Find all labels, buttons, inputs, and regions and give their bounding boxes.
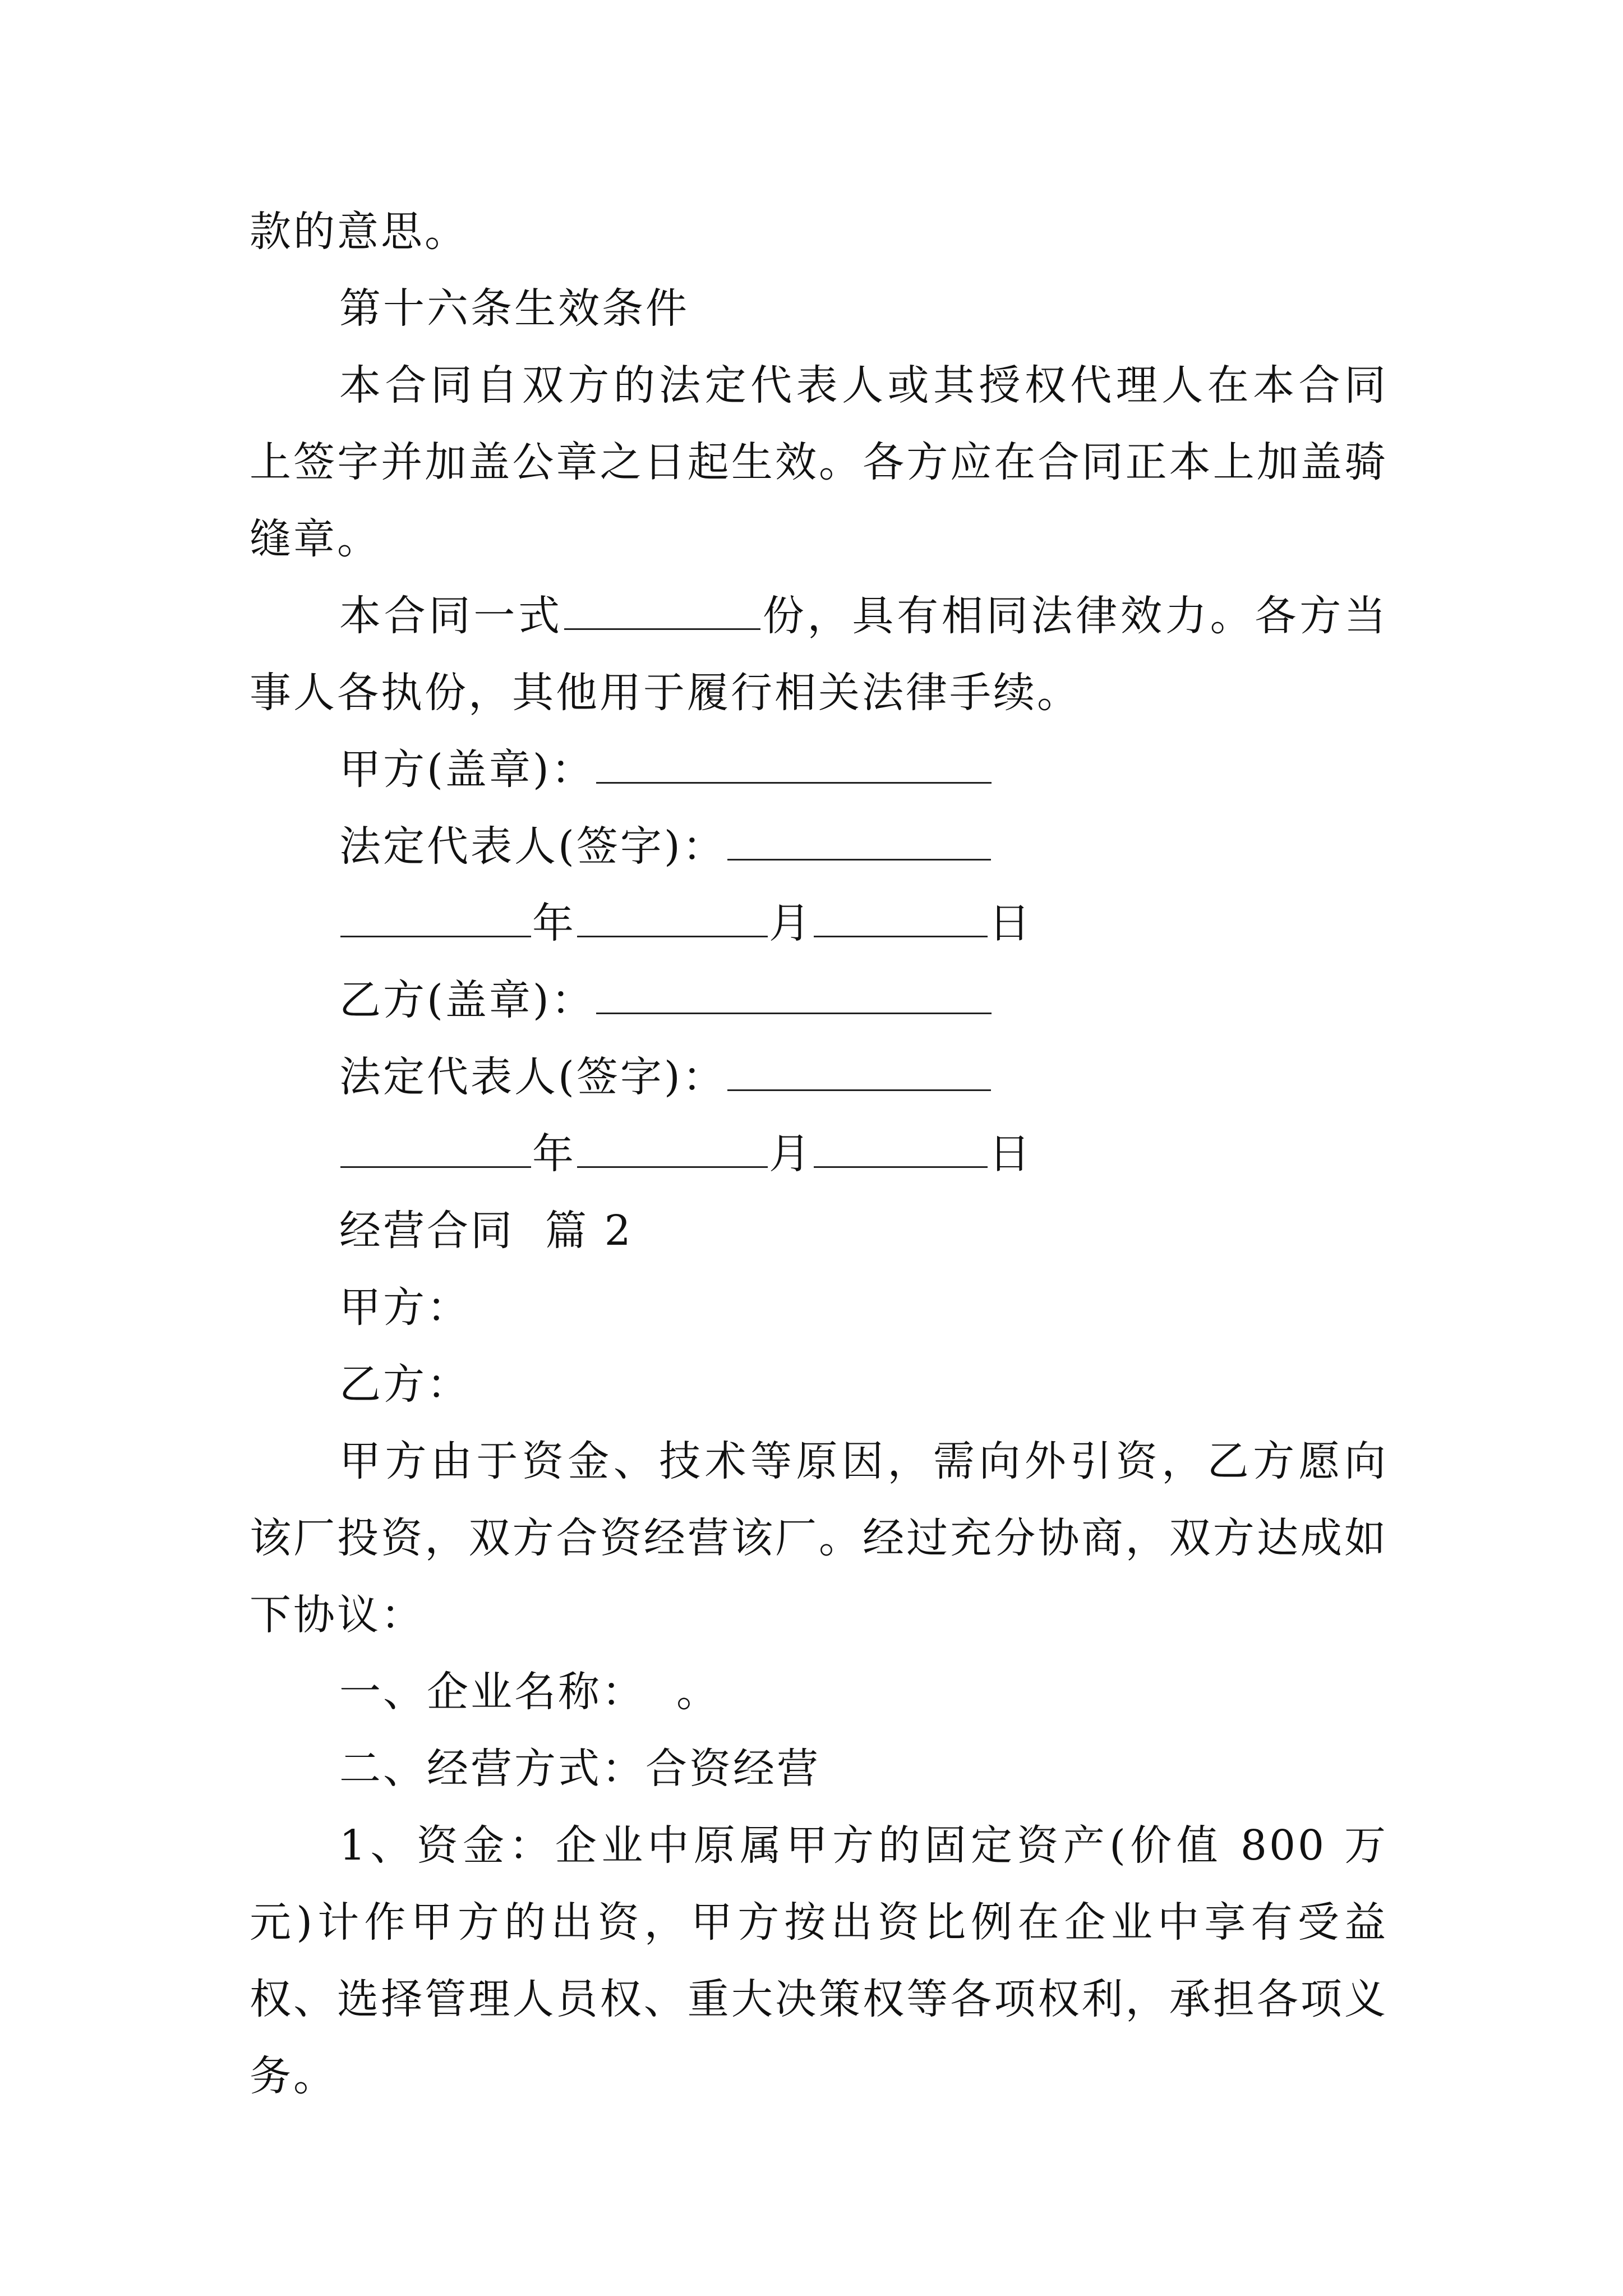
item-1-company-name: 一、企业名称： 。 [339,1668,721,1716]
copies-text-after: 份，具有相同法律效力。各方当事人各执份，其他用于履行相关法律手续。 [250,592,1389,717]
copies-text-before: 本合同一式 [339,592,563,640]
copies-blank [564,589,760,630]
party-b-month-blank [577,1127,768,1168]
party-b-rep-line [250,1039,1388,1116]
party-b-seal-label: 乙方(盖章)： [339,976,595,1024]
party-b-seal-blank [596,973,992,1014]
party-b-seal-line [250,962,1388,1039]
party-a-label: 甲方： [339,1283,471,1332]
article-16-paragraph-1: 本合同自双方的法定代表人或其授权代理人在本合同上签字并加盖公章之日起生效。各方应在合同正本上加盖骑缝章。 [250,361,1388,563]
intro-paragraph: 甲方由于资金、技术等原因，需向外引资，乙方愿向该厂投资，双方合资经营该厂。经过充分协商，双方达成如下协议： [250,1437,1388,1639]
party-a-month-blank [577,896,768,937]
party-b-label: 乙方： [339,1360,471,1409]
party-a-month-label: 月 [769,899,813,947]
party-a-rep-blank [727,820,991,861]
party-b-month-label: 月 [769,1130,813,1178]
party-b-day-blank [814,1127,988,1168]
party-b-rep-label: 法定代表人(签字)： [339,1053,726,1101]
item-2-1-capital: 1、资金：企业中原属甲方的固定资产(价值 800 万元)计作甲方的出资，甲方按出资比例在企业中享有受益权、选择管理人员权、重大决策权等各项权利，承担各项义务。 [250,1821,1388,2100]
party-b-day-label: 日 [989,1130,1032,1178]
party-b-year-blank [340,1127,531,1168]
party-a-seal-label: 甲方(盖章)： [339,746,595,794]
party-a-year-blank [340,896,531,937]
party-b-date-line [250,1116,1388,1193]
party-a-year-label: 年 [532,899,576,947]
party-b-rep-blank [727,1050,991,1091]
party-a-rep-label: 法定代表人(签字)： [339,822,726,871]
article-16-title: 第十六条生效条件 [339,284,689,333]
party-a-day-label: 日 [989,899,1032,947]
item-2-operation-mode: 二、经营方式：合资经营 [339,1745,820,1793]
party-a-seal-line [250,731,1388,808]
party-a-day-blank [814,896,988,937]
party-a-rep-line [250,808,1388,885]
continuation-text: 款的意思。 [250,208,468,256]
party-b-year-label: 年 [532,1130,576,1178]
section-2-title: 经营合同 篇 2 [339,1207,633,1255]
party-a-date-line [250,885,1388,962]
article-16-paragraph-2 [250,578,1388,731]
party-a-seal-blank [596,743,992,784]
document-body [250,194,1388,2115]
